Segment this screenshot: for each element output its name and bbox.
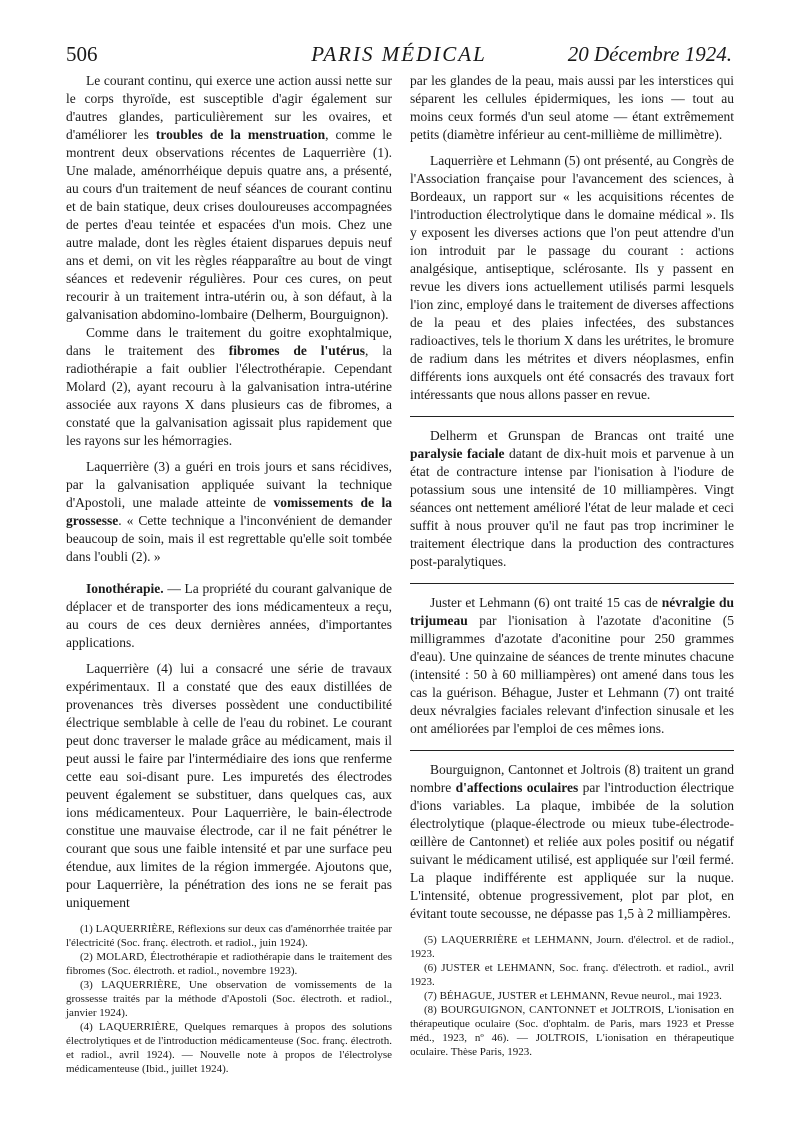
section-heading: Ionothérapie. [86,581,164,596]
section-paragraph: Ionothérapie. — La propriété du courant galvanique de déplacer et de transporter des ions médicamenteux a reçu, au cours de ces deux dernières années, d'importantes applications. [66,581,392,650]
paragraph: Delherm et Grunspan de Brancas ont traité une paralysie faciale datant de dix-huit mois et parvenue à un état de contracture intense par l'ionisation à l'iodure de potassium sous une intensité de 10 milliampères. Vingt séances ont nettement amélioré l'état de leur malade et ceci suffit à nous prouver qu'il ne faut pas trop incriminer le traitement électrique dans la production des contractures post-paralytiques. [410,428,735,569]
paragraph: par les glandes de la peau, mais aussi par les interstices qui séparent les cellules épidermiques, les ions — tout au moins ceux formés d'un seul atome — étant extrêmement petits (diamètre inférieur au cent-millième de millimètre). [410,73,734,142]
footnote: (5) LAQUERRIÈRE et LEHMANN, Journ. d'électrol. et de radiol., 1923. [410,934,734,960]
footnotes-right [410,933,734,1059]
paragraph: Laquerrière (4) lui a consacré une série de travaux expérimentaux. Il a constaté que des eaux distillées de provenances très diverses possèdent une conductibilité électrique semblable à celle de l'eau du robinet. Le courant peut donc traverser le malade grâce au médicament, mais il peut aussi le faire par l'intermédiaire des ions que renferme cette eau soi-disant pure. Les impuretés des électrodes peuvent également se substituer, dans quelques cas, aux ions médicamenteux. Pour Laquerrière, le bain-électrode constitue une mauvaise électrode, car il ne fait pénétrer le courant que sous une faible intensité et par une surface peu étendue, aux limites de la région immergée. Ajoutons que, pour Laquerrière, la pénétration des ions ne se ferait pas uniquement [66,661,392,910]
paragraph: Bourguignon, Cantonnet et Joltrois (8) traitent un grand nombre d'affections oculaires par l'introduction électrique d'ions variables. La plaque, imbibée de la solution électrolytique (plaque-électrode ou mieux tube-électrode-œillère de Cantonnet) et reliée aux poles positif ou négatif suivant le médicament utilisé, est appliquée sur l'œil fermé. La plaque indifférente est appliquée sur la nuque. L'intensité, obtenue progressivement, plot par plot, en évitant toute secousse, ne dépasse pas 1,5 à 2 milliampères. [410,762,734,921]
journal-title: PARIS MÉDICAL [311,42,487,66]
paragraph: Le courant continu, qui exerce une action aussi nette sur le corps thyroïde, est susceptible d'agir également sur d'autres glandes, particulièrement sur les ovaires, et d'améliorer les troubles de la menstruation, comme le montrent deux observations récentes de Laquerrière (1). Une malade, aménorrhéique depuis quatre ans, a présenté, au cours d'un traitement de neuf séances de courant continu et de bain statique, deux crises douloureuses accompagnées de pertes d'eau teintée et espacées d'un mois. Chez une autre malade, dont les règles étaient disparues depuis neuf ans et demi, on vit les règles réapparaître au bout de vingt séances et redevenir régulières. Pour ces cures, on peut recourir à un traitement intra-utérin ou, à son défaut, à la galvanisation abdomino-lombaire (Delherm, Bourguignon). [66,73,392,322]
left-column [66,72,392,1076]
section-divider [410,583,734,584]
issue-date: 20 Décembre 1924. [567,42,732,66]
footnote: (7) BÉHAGUE, JUSTER et LEHMANN, Revue neurol., mai 1923. [424,990,722,1002]
footnote: (8) BOURGUIGNON, CANTONNET et JOLTROIS, L'ionisation en thérapeutique oculaire (Soc. d'ophtalm. de Paris, mars 1923 et Presse méd., 1923, nº 46). — JOLTROIS, L'ionisation en thérapeutique oculaire. Thèse Paris, 1923. [410,1004,734,1058]
paragraph: Juster et Lehmann (6) ont traité 15 cas de névralgie du trijumeau par l'ionisation à l'azotate d'aconitine (5 milligrammes d'azotate d'aconitine pour 250 grammes d'eau). Une quinzaine de séances de trente minutes chacune (intensité : 50 à 60 milliampères) ont amené dans tous les cas la guérison. Béhague, Juster et Lehmann (7) ont traité deux névralgies faciales relevant d'infection sinusale et les ont améliorées par l'emploi de ces mêmes ions. [410,595,734,736]
paragraph: Laquerrière (3) a guéri en trois jours et sans récidives, par la galvanisation appliquée suivant la technique d'Apostoli, une malade atteinte de vomissements de la grossesse. « Cette technique a l'inconvénient de demander beaucoup de soin, mais il est regrettable qu'elle soit tombée dans l'oubli (2). » [66,459,392,564]
footnote: (6) JUSTER et LEHMANN, Soc. franç. d'électroth. et radiol., avril 1923. [410,962,734,988]
footnote: (1) LAQUERRIÈRE, Réflexions sur deux cas d'aménorrhée traitée par l'électricité (Soc. franç. électroth. et radiol., juin 1924). [66,923,392,949]
page-number: 506 [66,42,98,66]
section-divider [410,750,734,751]
right-column [410,72,734,1059]
footnotes-left [66,922,392,1076]
footnote: (4) LAQUERRIÈRE, Quelques remarques à propos des solutions électrolytiques et de l'introduction médicamenteuse (Soc. franç. électroth. et radiol., avril 1924). — Nouvelle note à propos de l'électrolyse médicamenteuse (Ibid., juillet 1924). [66,1021,392,1075]
section-divider [410,416,734,417]
page-header [66,42,732,72]
footnote: (3) LAQUERRIÈRE, Une observation de vomissements de la grossesse traités par la méthode d'Apostoli (Soc. électroth. et radiol., janvier 1924). [66,979,392,1019]
paragraph: Laquerrière et Lehmann (5) ont présenté, au Congrès de l'Association française pour l'avancement des sciences, à Bordeaux, un rapport sur « les acquisitions récentes de l'introduction électrolytique dans le domaine médical ». Ils y exposent les diverses actions que l'on peut attendre d'un ion introduit par le passage du courant : actions analgésique, antiseptique, sclérosante. Ils y passent en revue les divers ions actuellement utilisés parmi lesquels l'ion zinc, employé dans le traitement de diverses affections de la peau et des plaies infectées, des substances radioactives, tels le thorium X dans les urétrites, le bromure de radium dans les métrites et divers néoplasmes, enfin différents ions auxquels ont été consacrés des travaux fort intéressants que nous allons passer en revue. [410,153,734,402]
paragraph: Comme dans le traitement du goitre exophtalmique, dans le traitement des fibromes de l'utérus, la radiothérapie a fait oublier l'électrothérapie. Cependant Molard (2), ayant recouru à la galvanisation intra-utérine associée aux rayons X dans plusieurs cas de fibromes, a constaté que la galvanisation agissait plus rapidement que les rayons sur les hémorragies. [66,325,392,448]
footnote: (2) MOLARD, Électrothérapie et radiothérapie dans le traitement des fibromes (Soc. électroth. et radiol., novembre 1923). [66,951,392,977]
